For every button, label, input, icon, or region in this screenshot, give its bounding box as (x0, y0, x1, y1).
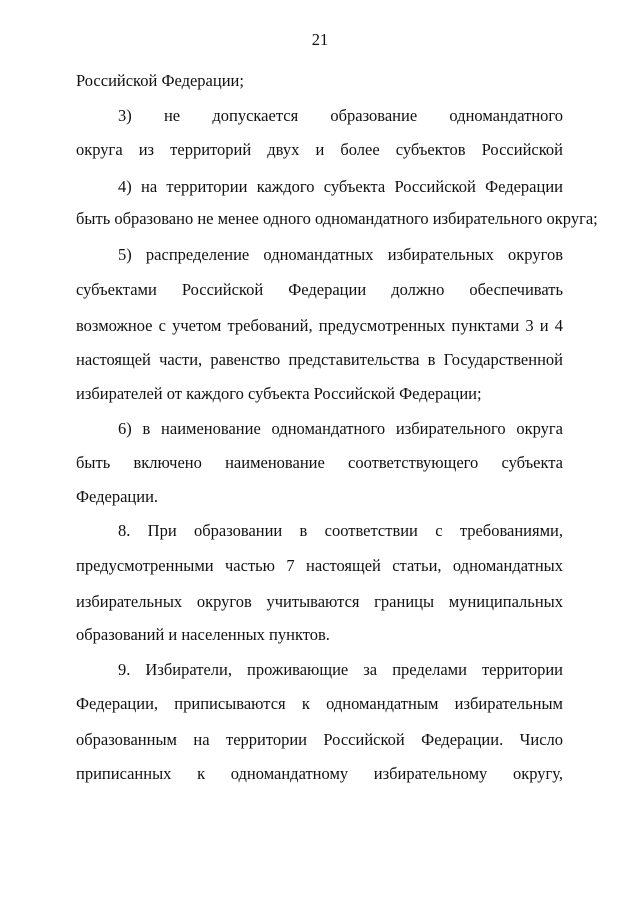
text-line: Федерации. (76, 487, 159, 506)
text-line: избирательных округов учитываются границы муниципальных (76, 592, 563, 611)
text-line: образований и населенных пунктов. (76, 625, 330, 644)
text-line: 4) на территории каждого субъекта Российской Федерации (118, 177, 563, 196)
text-line: настоящей части, равенство представительства в Государственной (76, 350, 563, 369)
text-line: 8. При образовании в соответствии с требованиями, (118, 521, 563, 540)
text-line: 9. Избиратели, проживающие за пределами территории (118, 660, 563, 679)
text-line: субъектами Российской Федерации должно обеспечивать (76, 280, 563, 299)
text-line: 6) в наименование одномандатного избирательного округа (118, 419, 563, 438)
text-line: быть включено наименование соответствующего субъекта (76, 453, 563, 472)
text-line: 3) не допускается образование одномандатного (118, 106, 563, 125)
text-line: округа из территорий двух и более субъектов Российской (76, 140, 563, 159)
text-line: предусмотренными частью 7 настоящей статьи, одномандатных (76, 556, 563, 575)
page-number: 21 (311, 30, 329, 49)
text-line: Российской Федерации; (76, 71, 244, 90)
text-line: образованным на территории Российской Федерации. Число (76, 730, 563, 749)
text-line: быть образовано не менее одного одномандатного избирательного округа; (76, 209, 598, 228)
text-line: 5) распределение одномандатных избирательных округов (118, 245, 563, 264)
text-line: Федерации, приписываются к одномандатным избирательным (76, 694, 563, 713)
text-line: избирателей от каждого субъекта Российской Федерации; (76, 384, 482, 403)
text-line: возможное с учетом требований, предусмотренных пунктами 3 и 4 (76, 316, 563, 335)
text-line: приписанных к одномандатному избирательному округу, (76, 764, 563, 783)
